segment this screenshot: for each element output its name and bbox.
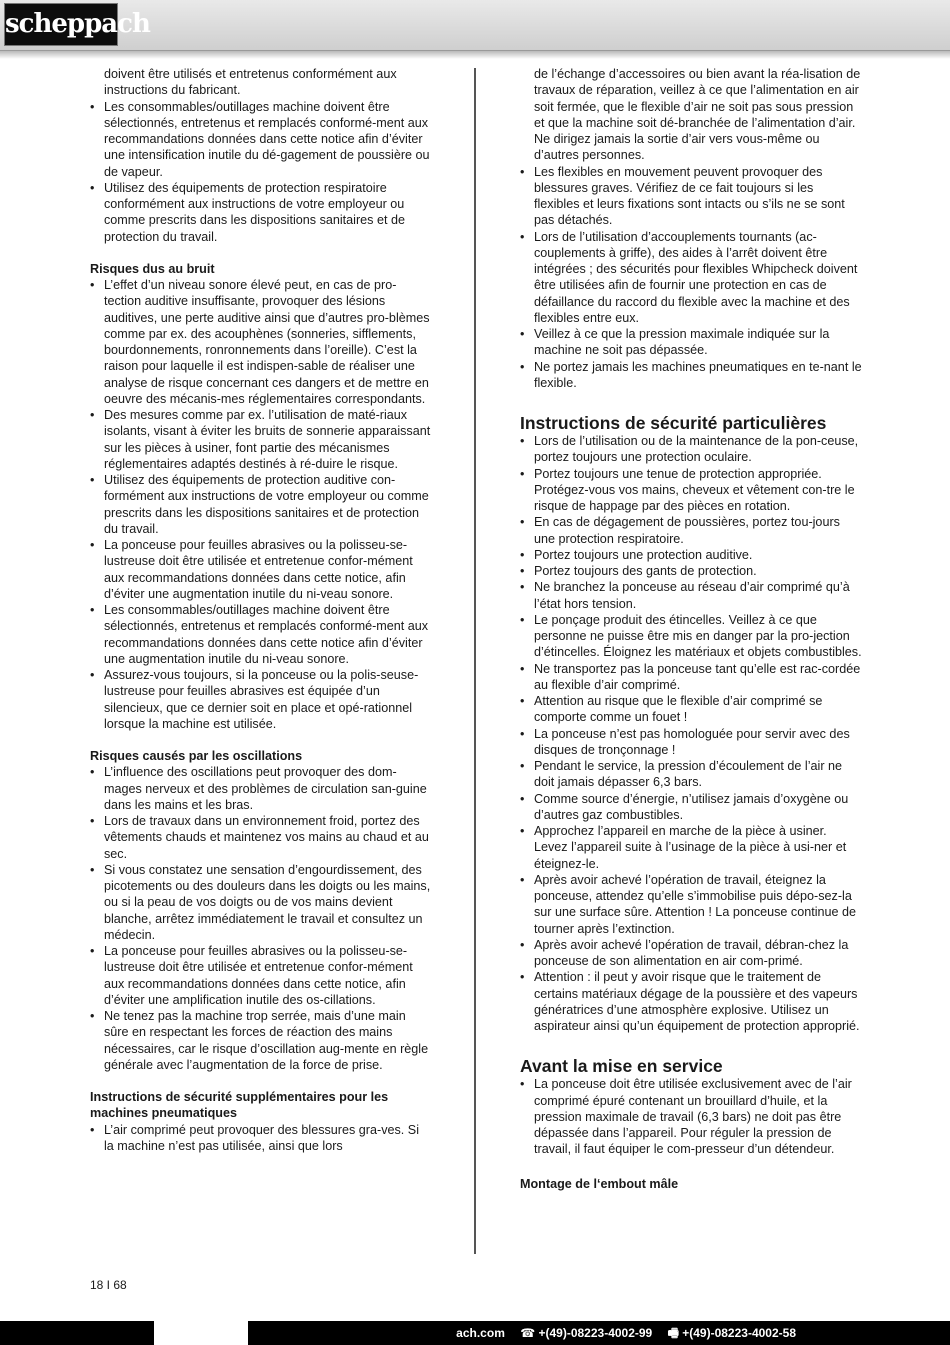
pneumatic-bullet-list-cont bbox=[520, 164, 862, 392]
noise-bullet-list bbox=[90, 277, 432, 732]
list-item: • L’influence des oscillations peut provoquer des dom-mages nerveux et des problèmes de circulation san-guine dans les mains et les bras. bbox=[90, 764, 432, 813]
pneumatic-continuation: de l’échange d’accessoires ou bien avant la réa-lisation de travaux de réparation, veillez à ce que l’alimentation en air soit fermée, que le flexible d’air ne soit pas sous pression et que la machine soit dé-branchée de l’alimentation d’air. Ne dirigez jamais la sortie d’air vers vous-même ou d’autres personnes. bbox=[534, 67, 861, 163]
noise-heading: Risques dus au bruit bbox=[90, 261, 215, 276]
list-item: • Les flexibles en mouvement peuvent provoquer des blessures graves. Vérifiez de ce fait toujours si les flexibles et leurs fixations sont intacts ou s’ils ne se sont pas détachés. bbox=[520, 164, 862, 229]
list-item: • Lors de l’utilisation ou de la maintenance de la pon-ceuse, portez toujours une protection oculaire. bbox=[520, 433, 862, 466]
list-item: • Des mesures comme par ex. l’utilisation de maté-riaux isolants, visant à éviter les bruits de sonnerie apparaissant sur les pièces à usiner, font partie des mécanismes réglementaires adaptés destinés à ré-duire le risque. bbox=[90, 407, 432, 472]
list-item: • En cas de dégagement de poussières, portez tou-jours une protection respiratoire. bbox=[520, 514, 862, 547]
list-item: • La ponceuse pour feuilles abrasives ou la polisseu-se- lustreuse doit être utilisée et entretenue confor-mément aux recommandations données dans cette notice, afin d’éviter une augmentation inutile du ni-veau sonore. bbox=[90, 537, 432, 602]
special-safety-heading: Instructions de sécurité particulières bbox=[520, 413, 827, 433]
commissioning-heading: Avant la mise en service bbox=[520, 1056, 723, 1077]
list-item: • Utilisez des équipements de protection auditive con-formément aux instructions de votre employeur ou comme prescrits dans les dispositions sanitaires et de protection du travail. bbox=[90, 472, 432, 537]
vibration-bullet-list bbox=[90, 764, 432, 1073]
intro-continuation: doivent être utilisés et entretenus conformément aux instructions du fabricant. bbox=[104, 67, 397, 98]
list-item: • Lors de l’utilisation d’accouplements tournants (ac-couplements à griffe), des aides à l’arrêt doivent être intégrées ; des sécurités pour flexibles Whipcheck doivent être utilisées afin de fournir une protection en cas de défaillance du raccord du flexible avec la machine et des flexibles entre eux. bbox=[520, 229, 862, 327]
list-item: • Attention au risque que le flexible d’air comprimé se comporte comme un fouet ! bbox=[520, 693, 862, 726]
list-item: • L’effet d’un niveau sonore élevé peut, en cas de pro-tection auditive insuffisante, provoquer des lésions auditives, une perte auditive ainsi que d’autres pro-blèmes comme par ex. des acouphènes (sonneries, sifflements, bourdonnements, ronronnements dans l’oreille). C’est la raison pour laquelle il est indispen-sable de réaliser une analyse de risque concernant ces dangers et de mettre en oeuvre des mécanis-mes réglementaires correspondants. bbox=[90, 277, 432, 407]
list-item: • Ne tenez pas la machine trop serrée, mais d’une main sûre en respectant les forces de réaction des mains nécessaires, car le risque d’oscillation aug-mente en règle générale avec l’augmentation de la force de prise. bbox=[90, 1008, 432, 1073]
list-item: • Veillez à ce que la pression maximale indiquée sur la machine ne soit pas dépassée. bbox=[520, 326, 862, 359]
footer-phone: ☎ +(49)-08223-4002-99 bbox=[520, 1326, 653, 1340]
footer-contact bbox=[444, 1321, 796, 1345]
special-bullet-list bbox=[520, 433, 862, 1034]
footer-fax: 🖷 +(49)-08223-4002-58 bbox=[667, 1326, 796, 1340]
header-shadow bbox=[0, 51, 950, 59]
footer-white-block bbox=[154, 1321, 248, 1345]
right-column bbox=[520, 66, 862, 1192]
list-item: • Les consommables/outillages machine doivent être sélectionnés, entretenus et remplacés conformé-ment aux recommandations données dans cette notice afin d’éviter une augmentation inutile du ni-veau sonore. bbox=[90, 602, 432, 667]
intro-bullet-list bbox=[90, 99, 432, 245]
scheppach-logo: scheppach bbox=[4, 3, 118, 46]
list-item: • Si vous constatez une sensation d’engourdissement, des picotements ou des douleurs dans les doigts ou les mains, ou si la peau de vos doigts ou de vos mains devient blanche, arrêtez immédiatement le travail et consultez un médecin. bbox=[90, 862, 432, 943]
page-header bbox=[0, 0, 950, 51]
list-item: • Approchez l’appareil en marche de la pièce à usiner. Levez l’appareil suite à l’usinage de la pièce à usi-ner et éteignez-le. bbox=[520, 823, 862, 872]
vibration-heading: Risques causés par les oscillations bbox=[90, 749, 303, 763]
list-item: • Pendant le service, la pression d’écoulement de l’air ne doit jamais dépasser 6,3 bars. bbox=[520, 758, 862, 791]
list-item: • Utilisez des équipements de protection respiratoire conformément aux instructions de votre employeur ou comme prescrits dans les dispositions sanitaires et de protection du travail. bbox=[90, 180, 432, 245]
column-divider bbox=[474, 68, 476, 1254]
list-item: • La ponceuse doit être utilisée exclusivement avec de l’air comprimé épuré contenant un brouillard d’huile, et la pression maximale de travail (6,3 bars) ne doit pas être dépassée dans l’appareil. Pour réguler la pression de travail, il faut équiper le com-presseur d’un détendeur. bbox=[520, 1076, 862, 1157]
list-item: • L’air comprimé peut provoquer des blessures gra-ves. Si la machine n’est pas utilisée, ainsi que lors bbox=[90, 1122, 432, 1155]
list-item: • Après avoir achevé l’opération de travail, débran-chez la ponceuse de son alimentation en air com-primé. bbox=[520, 937, 862, 970]
list-item: • Le ponçage produit des étincelles. Veillez à ce que personne ne puisse être mis en danger par la pro-jection d’étincelles. Éloignez les matériaux et objets combustibles. bbox=[520, 612, 862, 661]
list-item: • Les consommables/outillages machine doivent être sélectionnés, entretenus et remplacés conformé-ment aux recommandations données dans cette notice afin d’éviter une intensification inutile du dé-gagement de poussière ou de vapeur. bbox=[90, 99, 432, 180]
list-item: • Lors de travaux dans un environnement froid, portez des vêtements chauds et maintenez vos mains au chaud et au sec. bbox=[90, 813, 432, 862]
list-item: • Comme source d’énergie, n’utilisez jamais d’oxygène ou d’autres gaz combustibles. bbox=[520, 791, 862, 824]
pneumatic-bullet-list bbox=[90, 1122, 432, 1155]
list-item: • Ne branchez la ponceuse au réseau d’air comprimé qu’à l’état hors tension. bbox=[520, 579, 862, 612]
list-item: • Après avoir achevé l’opération de travail, éteignez la ponceuse, attendez qu’elle s’immobilise puis dépo-sez-la sur une surface sûre. Attention ! La ponceuse continue de tourner après l’extinction. bbox=[520, 872, 862, 937]
list-item: • Assurez-vous toujours, si la ponceuse ou la polis-seuse-lustreuse pour feuilles abrasives est équipée d’un silencieux, que ce dernier soit en place et opé-rationnel lorsque la machine est utilisée. bbox=[90, 667, 432, 732]
footer-website: ach.com bbox=[456, 1326, 505, 1340]
list-item: • La ponceuse pour feuilles abrasives ou la polisseu-se- lustreuse doit être utilisée et entretenue confor-mément aux recommandations données dans cette notice, afin d’éviter une amplification inutile des os-cillations. bbox=[90, 943, 432, 1008]
list-item: • Ne portez jamais les machines pneumatiques en te-nant le flexible. bbox=[520, 359, 862, 392]
list-item: • Ne transportez pas la ponceuse tant qu’elle est rac-cordée au flexible d’air comprimé. bbox=[520, 661, 862, 694]
list-item: • Portez toujours une tenue de protection appropriée. Protégez-vous vos mains, cheveux et vêtement con-tre le risque de happage par des pièces en rotation. bbox=[520, 466, 862, 515]
list-item: • La ponceuse n’est pas homologuée pour servir avec des disques de tronçonnage ! bbox=[520, 726, 862, 759]
mounting-heading: Montage de l‘embout mâle bbox=[520, 1176, 679, 1191]
page-number: 18 I 68 bbox=[90, 1278, 127, 1292]
commissioning-bullet-list bbox=[520, 1076, 862, 1157]
list-item: • Attention : il peut y avoir risque que le traitement de certains matériaux dégage de la poussière et des vapeurs génératrices d’une atmosphère explosive. Utilisez un aspirateur ainsi qu’un équipement de protection approprié. bbox=[520, 969, 862, 1034]
list-item: • Portez toujours une protection auditive. bbox=[520, 547, 862, 563]
pneumatic-heading: Instructions de sécurité supplémentaires pour les machines pneumatiques bbox=[90, 1090, 389, 1121]
left-column bbox=[90, 66, 432, 1154]
list-item: • Portez toujours des gants de protection. bbox=[520, 563, 862, 579]
